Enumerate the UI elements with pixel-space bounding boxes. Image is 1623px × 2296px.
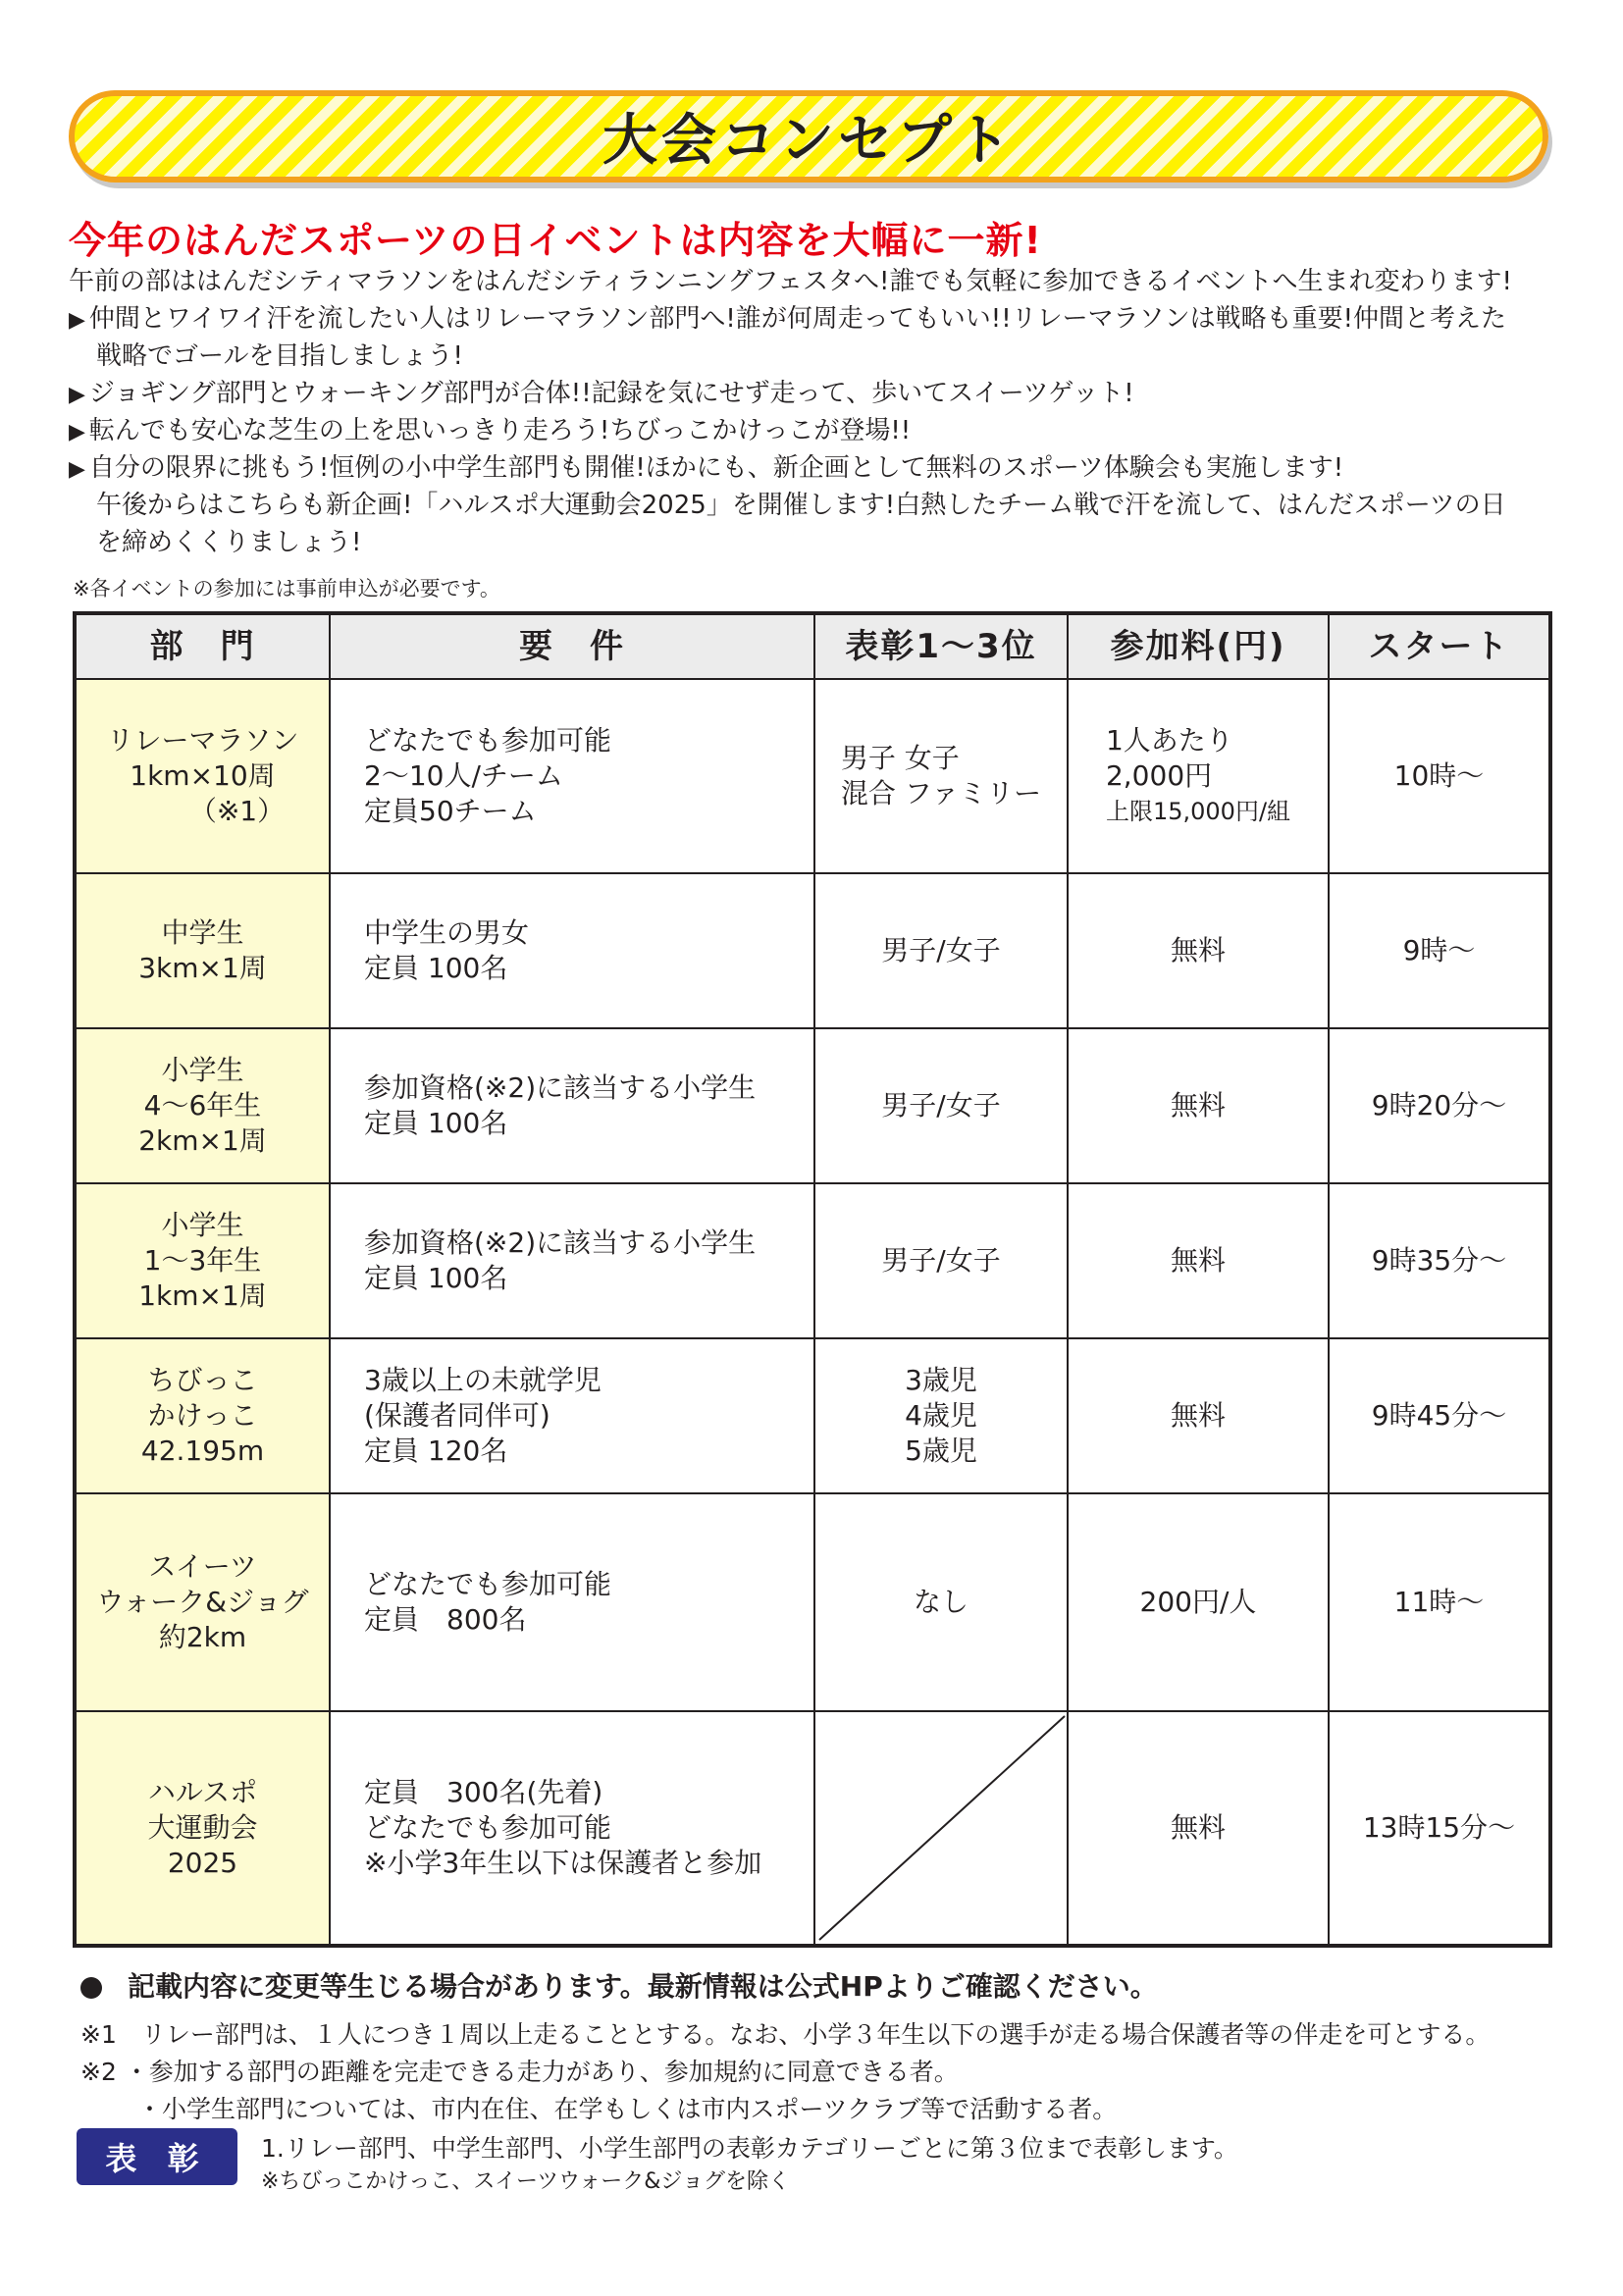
requirements-cell	[331, 874, 815, 1027]
requirements-line: 中学生の男女	[364, 916, 530, 949]
intro-line-5	[69, 412, 911, 451]
requirements-cell	[331, 1029, 815, 1182]
division-line: 1km×1周	[138, 1279, 267, 1312]
preregistration-note: ※各イベントの参加には事前申込が必要です。	[73, 577, 500, 600]
change-notice-text: 記載内容に変更等生じる場合があります。最新情報は公式HPよりご確認ください。	[128, 1970, 1158, 2003]
requirements-line: どなたでも参加可能	[364, 724, 612, 757]
requirements-line: 2〜10人/チーム	[364, 759, 563, 792]
fee-cell: 無料	[1069, 1029, 1330, 1182]
division-line: 1km×10周	[130, 759, 276, 792]
division-line: 4〜6年生	[143, 1089, 262, 1122]
award-line: 3歳児	[905, 1364, 977, 1396]
bullet-icon: ▶	[69, 383, 85, 407]
award-text: 1.リレー部門、中学生部門、小学生部門の表彰カテゴリーごとに第３位まで表彰します。	[261, 2134, 1238, 2163]
division-line: 3km×1周	[138, 952, 267, 984]
division-cell	[77, 1339, 331, 1492]
intro-line-5-text: 転んでも安心な芝生の上を思いっきり走ろう!ちびっこかけっこが登場!!	[88, 416, 912, 445]
division-cell	[77, 1184, 331, 1337]
award-line: 4歳児	[905, 1399, 977, 1432]
division-line: 中学生	[161, 916, 244, 949]
award-cell-empty	[815, 1712, 1069, 1944]
bullet-icon: ▶	[69, 457, 85, 482]
footnote-1: ※1 リレー部門は、１人につき１周以上走ることとする。なお、小学３年生以下の選手が走る場合保護者等の伴走を可とする。	[80, 2020, 1491, 2049]
start-cell: 9時45分〜	[1371, 1399, 1507, 1432]
headline: 今年のはんだスポーツの日イベントは内容を大幅に一新!	[69, 219, 1042, 262]
header-division: 部 門	[77, 615, 331, 678]
start-cell: 9時35分〜	[1371, 1244, 1507, 1277]
requirements-line: どなたでも参加可能	[364, 1811, 612, 1844]
award-line: 混合 ファミリー	[840, 777, 1042, 809]
intro-line-7: 午後からはこちらも新企画!「ハルスポ大運動会2025」を開催します!白熱したチーム戦で汗を流して、はんだスポーツの日	[96, 491, 1506, 520]
requirements-line: (保護者同伴可)	[364, 1399, 550, 1432]
header-award: 表彰1〜3位	[815, 615, 1069, 678]
award-cell	[815, 1339, 1069, 1492]
division-line: ちびっこ	[147, 1364, 258, 1396]
division-cell	[77, 1494, 331, 1710]
division-line: ハルスポ	[147, 1776, 258, 1808]
intro-line-2-text: 仲間とワイワイ汗を流したい人はリレーマラソン部門へ!誰が何周走ってもいい!!リレーマラソンは戦略も重要!仲間と考えた	[88, 304, 1507, 334]
requirements-line: 定員 300名(先着)	[364, 1776, 603, 1808]
fee-cell: 200円/人	[1069, 1494, 1330, 1710]
table-row	[77, 1494, 1548, 1712]
division-line: リレーマラソン	[106, 724, 299, 757]
division-line: 2km×1周	[138, 1124, 267, 1157]
requirements-cell	[331, 1184, 815, 1337]
table-header-row	[77, 615, 1548, 680]
intro-line-6-text: 自分の限界に挑もう!恒例の小中学生部門も開催!ほかにも、新企画として無料のスポーツ体験会も実施します!	[88, 453, 1344, 483]
division-line: 小学生	[161, 1209, 244, 1241]
start-cell: 9時〜	[1402, 934, 1476, 966]
requirements-line: 定員 100名	[364, 1262, 508, 1294]
bullet-dot-icon	[80, 1977, 102, 1999]
award-cell: なし	[815, 1494, 1069, 1710]
division-line: ウォーク&ジョグ	[96, 1586, 309, 1618]
requirements-cell	[331, 1339, 815, 1492]
division-line: （※1）	[188, 795, 286, 827]
requirements-cell	[331, 1712, 815, 1944]
footnote-2b: ・小学生部門については、市内在住、在学もしくは市内スポーツクラブ等で活動する者。	[137, 2095, 1118, 2123]
fee-cell	[1069, 680, 1330, 872]
fee-cell: 無料	[1069, 1712, 1330, 1944]
requirements-line: 参加資格(※2)に該当する小学生	[364, 1226, 757, 1259]
table-row	[77, 1184, 1548, 1339]
award-subnote: ※ちびっこかけっこ、スイーツウォーク&ジョグを除く	[261, 2169, 790, 2194]
bullet-icon: ▶	[69, 308, 85, 333]
events-table	[73, 611, 1552, 1948]
requirements-line: どなたでも参加可能	[364, 1568, 612, 1600]
requirements-line: ※小学3年生以下は保護者と参加	[364, 1847, 762, 1879]
start-cell: 9時20分〜	[1371, 1089, 1507, 1122]
requirements-cell	[331, 680, 815, 872]
change-notice	[80, 1965, 1158, 2005]
title-banner	[69, 90, 1548, 183]
award-cell: 男子/女子	[815, 1184, 1069, 1337]
requirements-line: 参加資格(※2)に該当する小学生	[364, 1071, 757, 1104]
table-row	[77, 1712, 1548, 1944]
division-line: 約2km	[158, 1621, 247, 1653]
bullet-icon: ▶	[69, 420, 85, 444]
award-cell: 男子/女子	[815, 874, 1069, 1027]
award-badge: 表 彰	[77, 2128, 237, 2185]
header-start: スタート	[1330, 615, 1548, 678]
award-line: 男子 女子	[840, 742, 960, 774]
footnote-2a: ※2 ・参加する部門の距離を完走できる走力があり、参加規約に同意できる者。	[80, 2058, 959, 2086]
award-cell: 男子/女子	[815, 1029, 1069, 1182]
fee-cell: 無料	[1069, 1339, 1330, 1492]
banner-title: 大会コンセプト	[602, 109, 1015, 173]
division-cell	[77, 1029, 331, 1182]
header-fee: 参加料(円)	[1069, 615, 1330, 678]
award-line: 5歳児	[905, 1435, 977, 1467]
table-row	[77, 680, 1548, 874]
requirements-line: 定員 120名	[364, 1435, 508, 1467]
division-cell	[77, 680, 331, 872]
start-cell: 11時〜	[1393, 1586, 1485, 1618]
intro-line-2	[69, 300, 1506, 339]
intro-line-8: を締めくくりましょう!	[96, 528, 362, 557]
requirements-line: 定員50チーム	[364, 795, 537, 827]
diagonal-slash	[815, 1712, 1067, 1944]
division-line: 42.195m	[140, 1435, 265, 1467]
division-line: 大運動会	[147, 1811, 258, 1844]
requirements-line: 3歳以上の未就学児	[364, 1364, 602, 1396]
intro-line-1: 午前の部ははんだシティマラソンをはんだシティランニングフェスタへ!誰でも気軽に参加できるイベントへ生まれ変わります!	[69, 267, 1512, 296]
fee-cell: 無料	[1069, 1184, 1330, 1337]
intro-line-4-text: ジョギング部門とウォーキング部門が合体!!記録を気にせず走って、歩いてスイーツゲット!	[88, 379, 1134, 408]
fee-line: 2,000円	[1105, 759, 1213, 792]
fee-cell: 無料	[1069, 874, 1330, 1027]
intro-line-4	[69, 375, 1134, 414]
award-cell	[815, 680, 1069, 872]
header-requirements: 要 件	[331, 615, 815, 678]
division-line: スイーツ	[148, 1550, 257, 1583]
division-line: 2025	[167, 1847, 238, 1879]
start-cell: 10時〜	[1393, 759, 1485, 792]
requirements-line: 定員 100名	[364, 952, 508, 984]
division-cell	[77, 1712, 331, 1944]
start-cell: 13時15分〜	[1362, 1811, 1516, 1844]
table-row	[77, 1029, 1548, 1184]
table-row	[77, 874, 1548, 1029]
division-line: 1〜3年生	[143, 1244, 262, 1277]
intro-line-6	[69, 449, 1343, 489]
requirements-cell	[331, 1494, 815, 1710]
table-row	[77, 1339, 1548, 1494]
division-line: かけっこ	[147, 1399, 258, 1432]
fee-line: 1人あたり	[1105, 724, 1233, 757]
requirements-line: 定員 100名	[364, 1107, 508, 1139]
fee-line: 上限15,000円/組	[1105, 798, 1291, 825]
division-line: 小学生	[161, 1054, 244, 1086]
requirements-line: 定員 800名	[364, 1603, 527, 1636]
division-cell	[77, 874, 331, 1027]
intro-line-3: 戦略でゴールを目指しましょう!	[96, 341, 463, 371]
